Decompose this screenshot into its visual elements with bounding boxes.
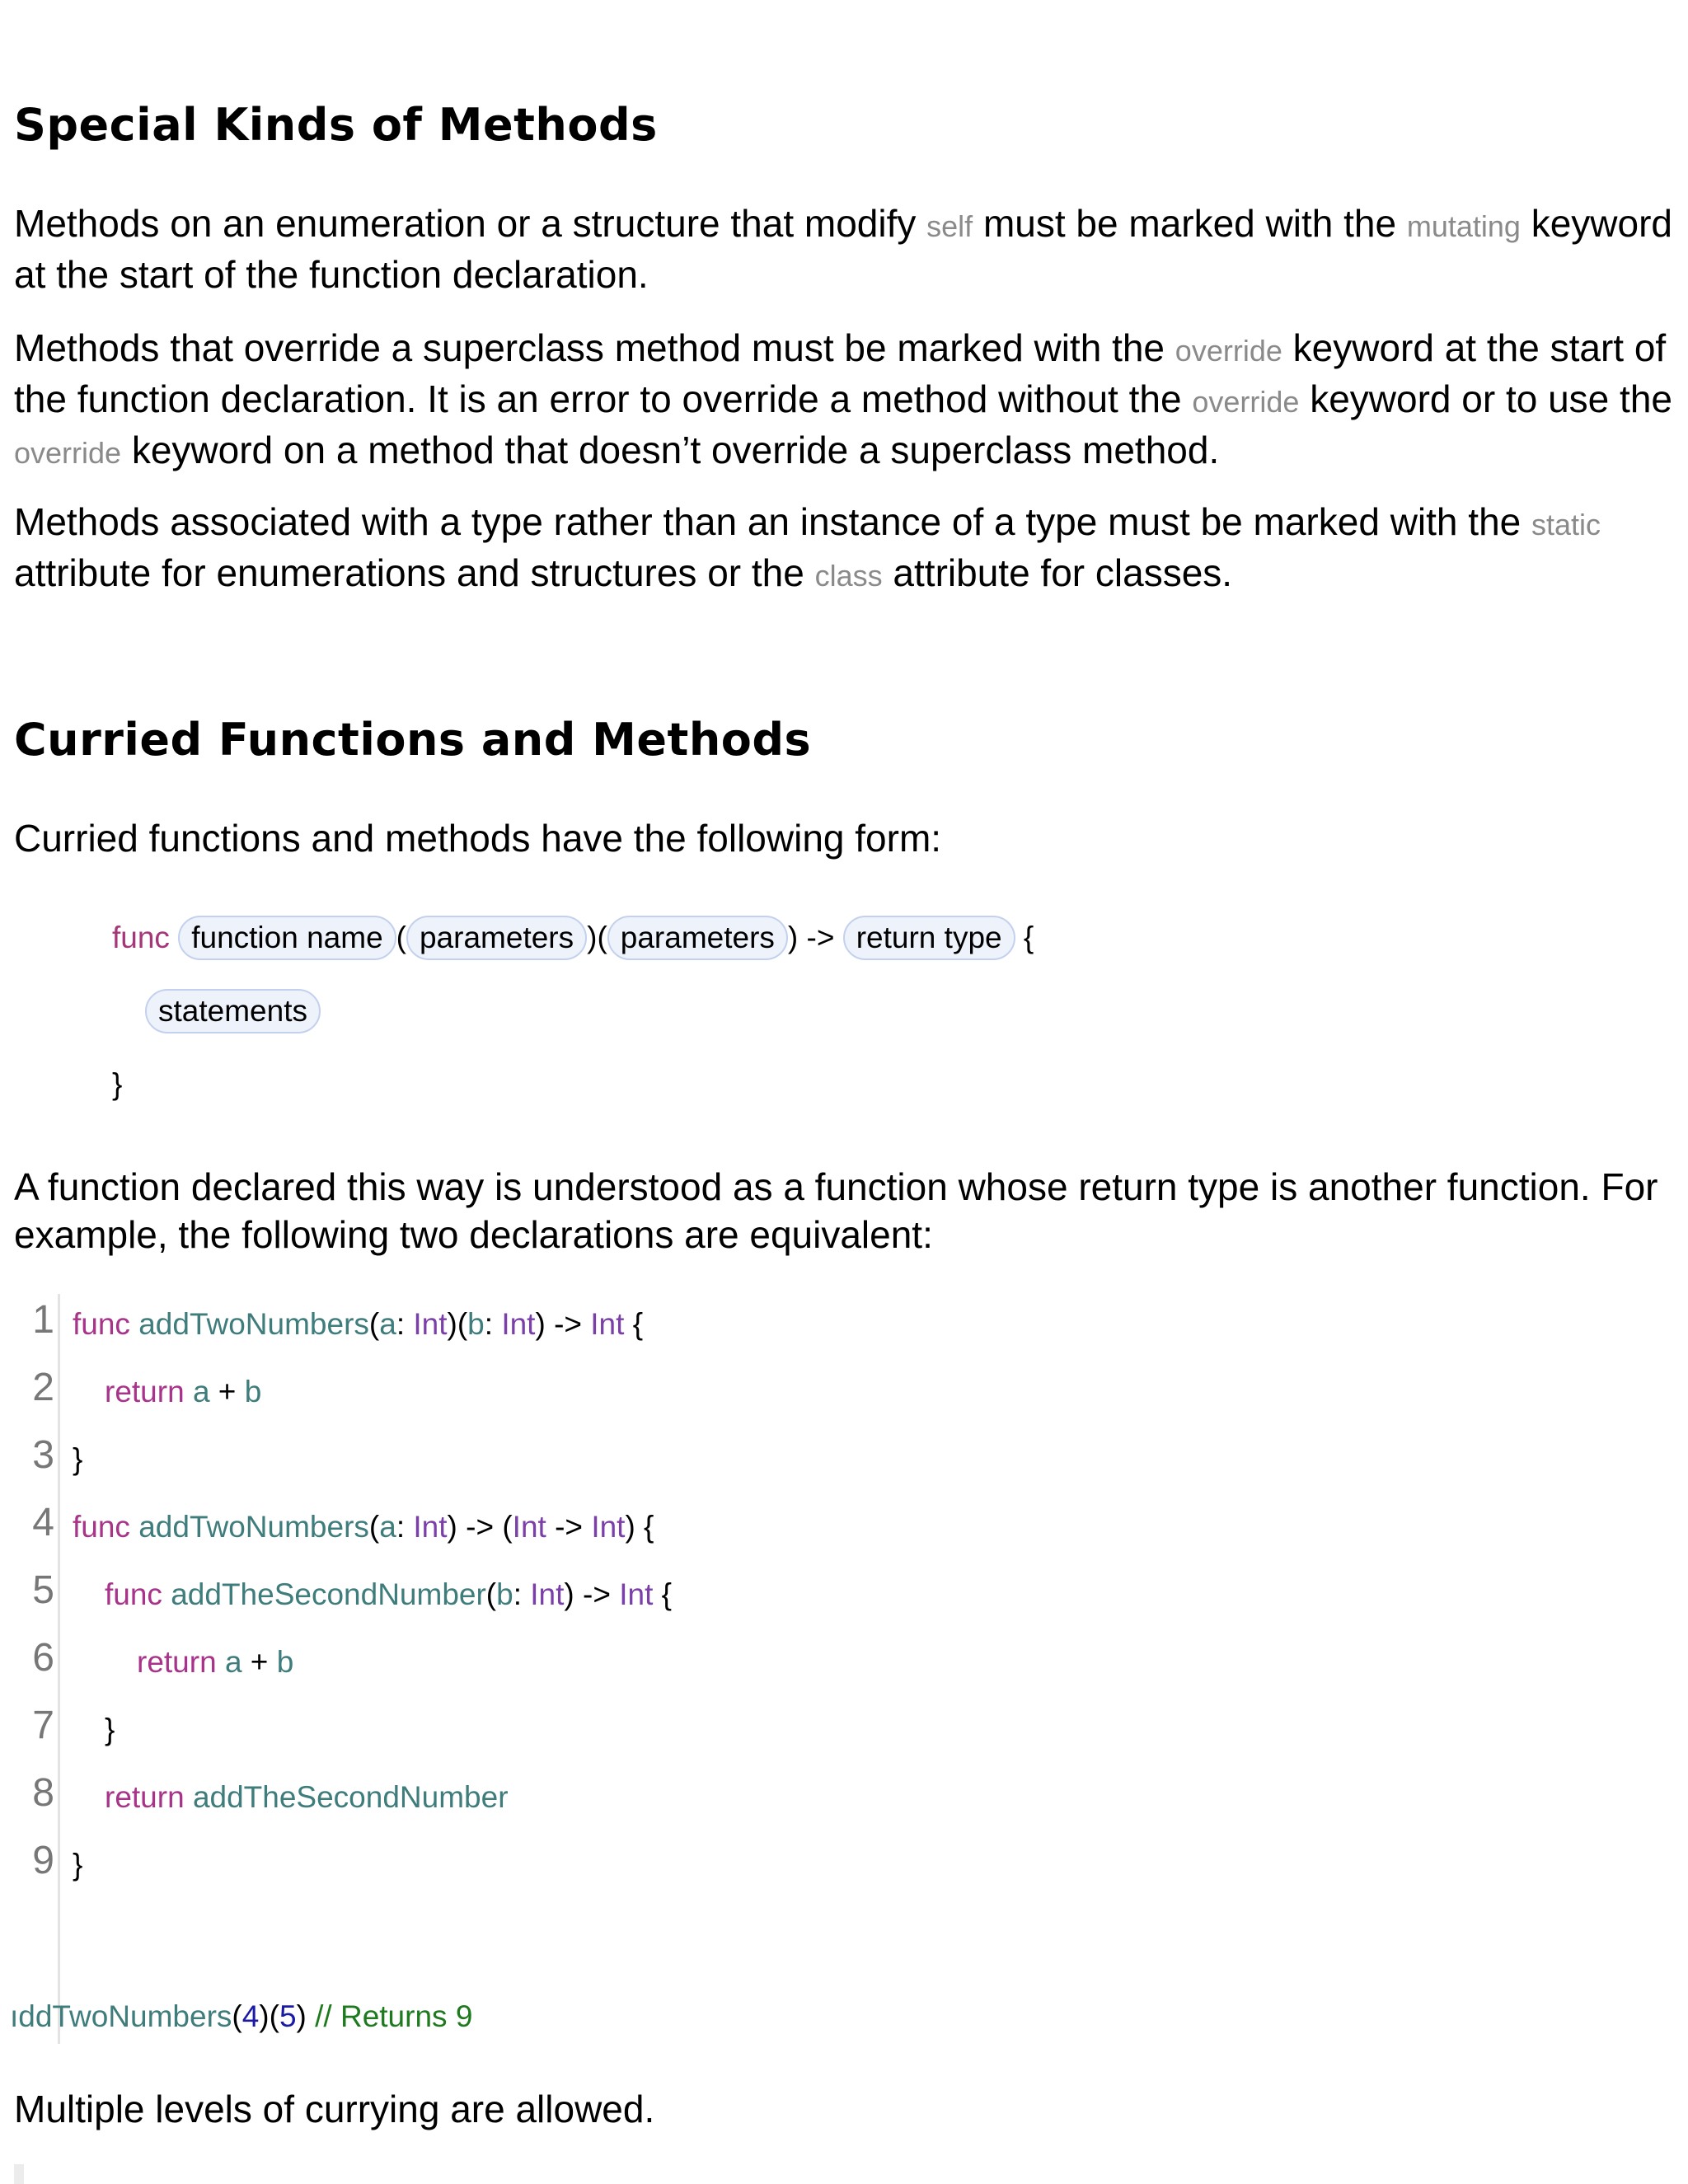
code-line	[0, 1501, 1648, 1554]
form-open-brace: {	[1023, 921, 1034, 954]
keyword-mutating: mutating	[1406, 209, 1521, 243]
token-operator: +	[218, 1375, 237, 1408]
text: keyword at the start of the function declaration. It is an error to override a method without the	[14, 326, 1667, 420]
keyword-override: override	[1175, 334, 1282, 368]
token-identifier: a	[379, 1307, 396, 1341]
keyword-static: static	[1531, 508, 1601, 541]
token-punct: )(	[259, 1999, 279, 2033]
token-keyword: func	[73, 1307, 130, 1341]
token-identifier: addTwoNumbers	[138, 1307, 369, 1341]
text: keyword or to use the	[1299, 377, 1672, 420]
placeholder-function-name: function name	[178, 916, 396, 960]
code-line	[0, 1568, 1648, 1622]
line-number: 7	[32, 1704, 54, 1747]
paragraph-curried-explanation: A function declared this way is understood as a function whose return type is another function. For example, the following two declarations are equivalent:	[14, 1165, 1658, 1256]
code-text: }	[73, 1442, 83, 1476]
token-keyword: return	[105, 1780, 185, 1814]
token-identifier: ıddTwoNumbers	[10, 1999, 232, 2033]
token-type: Int	[512, 1510, 546, 1544]
form-close-brace: }	[112, 1067, 123, 1101]
paragraph-closing: Multiple levels of currying are allowed.	[14, 2088, 655, 2130]
token-type: Int	[590, 1307, 625, 1341]
token-identifier: addTheSecondNumber	[171, 1577, 486, 1611]
token-keyword: return	[105, 1375, 185, 1408]
placeholder-return-type: return type	[843, 916, 1015, 960]
token-keyword: func	[105, 1577, 162, 1611]
placeholder-parameters: parameters	[607, 916, 788, 960]
code-line	[0, 1771, 1648, 1825]
token-identifier: addTwoNumbers	[138, 1510, 369, 1544]
token-identifier: b	[244, 1375, 262, 1408]
paragraph-override	[14, 324, 1679, 477]
code-line	[0, 1636, 1648, 1690]
form-mid-parens: )(	[587, 921, 607, 954]
code-line	[0, 1298, 1648, 1352]
code-text: }	[73, 1848, 83, 1882]
token-type: Int	[530, 1577, 565, 1611]
code-usage-line	[0, 1994, 1648, 2044]
paragraph-curried-intro: Curried functions and methods have the following form:	[14, 817, 942, 860]
form-signature-line	[112, 915, 1034, 961]
text: keyword at the start of the function declaration.	[14, 202, 1673, 296]
token-identifier: a	[224, 1645, 242, 1679]
code-text	[10, 1999, 472, 2034]
heading-special-kinds-of-methods: Special Kinds of Methods	[14, 99, 658, 151]
code-line	[0, 1704, 1648, 1757]
token-identifier: b	[276, 1645, 294, 1679]
token-identifier: a	[379, 1510, 396, 1544]
code-line	[0, 1433, 1648, 1487]
token-punct: )	[296, 1999, 307, 2033]
token-identifier: a	[192, 1375, 210, 1408]
token-identifier: addTheSecondNumber	[192, 1780, 509, 1814]
text: attribute for enumerations and structures or the	[14, 551, 815, 594]
line-number: 3	[32, 1433, 54, 1477]
code-text	[105, 1375, 261, 1409]
heading-curried-functions: Curried Functions and Methods	[14, 714, 812, 766]
form-arrow: ) ->	[787, 921, 835, 954]
token-type: Int	[591, 1510, 626, 1544]
token-arrow: ->	[466, 1510, 495, 1544]
token-keyword: func	[73, 1510, 130, 1544]
text: keyword on a method that doesn’t override a superclass method.	[121, 429, 1220, 471]
text: Methods on an enumeration or a structure that modify	[14, 202, 927, 245]
line-number: 4	[32, 1501, 54, 1544]
keyword-override: override	[1192, 385, 1300, 419]
token-operator: +	[250, 1645, 269, 1679]
token-number: 4	[241, 1999, 260, 2033]
keyword-override: override	[14, 436, 122, 470]
form-statements-line	[145, 988, 321, 1034]
text: Methods associated with a type rather than an instance of a type must be marked with the	[14, 500, 1532, 543]
line-number: 5	[32, 1568, 54, 1612]
code-text	[137, 1645, 293, 1680]
code-text	[105, 1780, 509, 1815]
token-identifier: b	[496, 1577, 513, 1611]
text: Methods that override a superclass method must be marked with the	[14, 326, 1175, 369]
code-line	[0, 1839, 1648, 1892]
token-type: Int	[413, 1307, 448, 1341]
token-identifier: b	[467, 1307, 485, 1341]
keyword-self: self	[926, 209, 973, 243]
paragraph-static	[14, 498, 1679, 600]
form-func-keyword: func	[112, 921, 170, 954]
token-keyword: return	[137, 1645, 217, 1679]
token-number: 5	[279, 1999, 297, 2033]
token-arrow: ->	[583, 1577, 611, 1611]
token-type: Int	[413, 1510, 448, 1544]
form-close-brace-line	[112, 1062, 122, 1108]
token-arrow: ->	[555, 1510, 584, 1544]
scroll-edge-marker	[14, 2164, 24, 2184]
token-type: Int	[619, 1577, 654, 1611]
placeholder-statements: statements	[145, 989, 321, 1033]
line-number: 6	[32, 1636, 54, 1680]
keyword-class: class	[814, 559, 883, 593]
line-number: 1	[32, 1298, 54, 1342]
line-number: 9	[32, 1839, 54, 1882]
code-text: func addTheSecondNumber(b: Int) -> Int {	[105, 1577, 673, 1611]
placeholder-parameters: parameters	[406, 916, 587, 960]
form-open-paren: (	[396, 921, 406, 954]
paragraph-mutating	[14, 199, 1679, 298]
line-number: 2	[32, 1366, 54, 1409]
token-arrow: ->	[554, 1307, 582, 1341]
text: must be marked with the	[973, 202, 1407, 245]
code-text: }	[105, 1713, 115, 1746]
token-punct: (	[232, 1999, 242, 2033]
code-text: func addTwoNumbers(a: Int)(b: Int) -> Int {	[73, 1307, 644, 1341]
text: attribute for classes.	[882, 551, 1233, 594]
code-line	[0, 1366, 1648, 1419]
token-comment: // Returns 9	[306, 1999, 473, 2033]
code-text: func addTwoNumbers(a: Int) -> (Int -> Int) {	[73, 1510, 654, 1544]
token-type: Int	[501, 1307, 536, 1341]
line-number: 8	[32, 1771, 54, 1815]
